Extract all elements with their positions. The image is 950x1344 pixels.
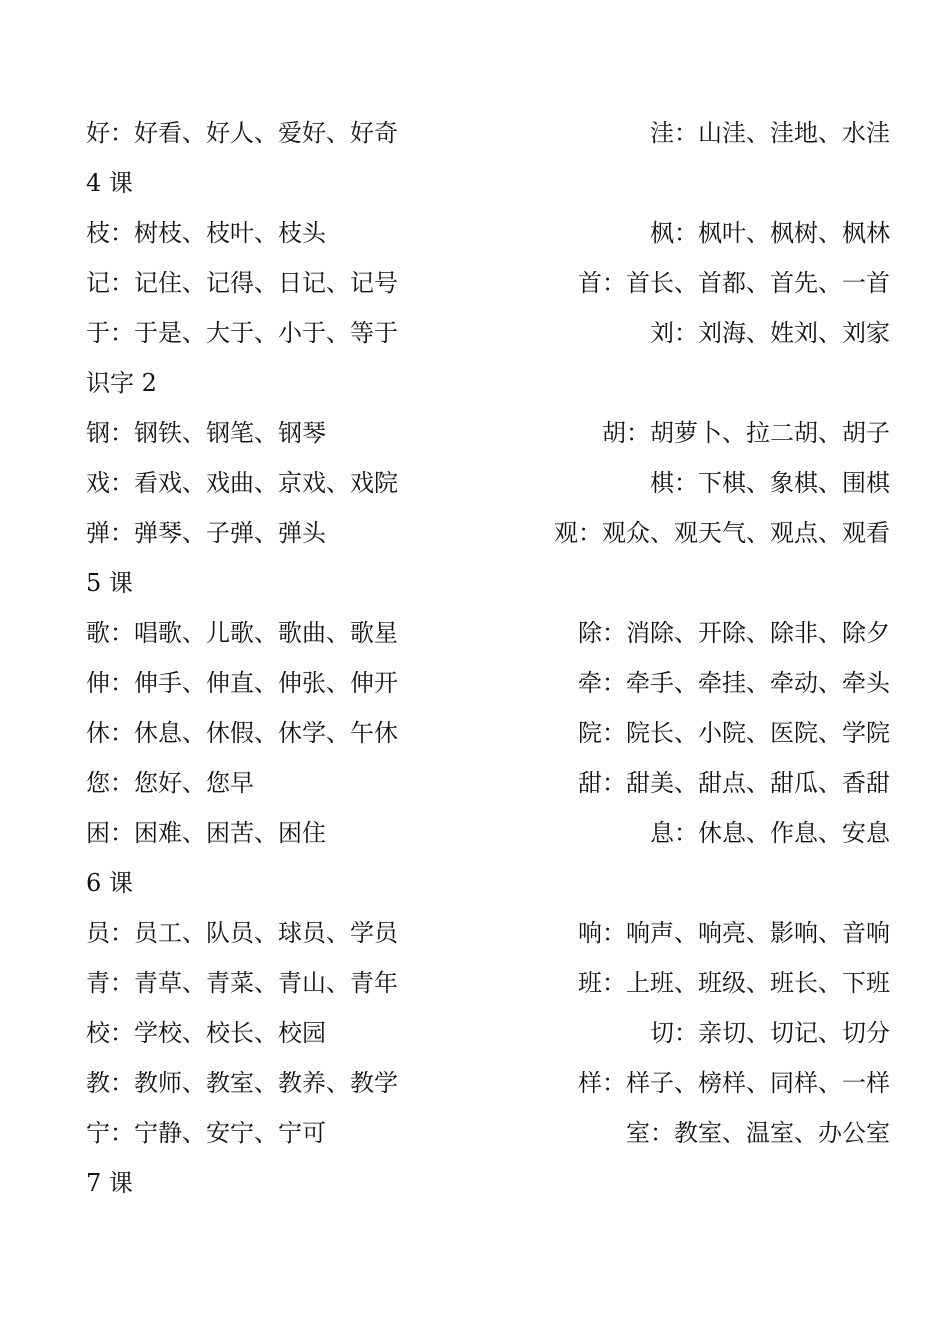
word-entry-right: 首：首长、首都、首先、一首 <box>578 269 890 297</box>
word-entry-left: 青：青草、青菜、青山、青年 <box>86 969 398 997</box>
lesson-heading: 6 课 <box>86 869 133 897</box>
word-entry-right: 甜：甜美、甜点、甜瓜、香甜 <box>578 769 890 797</box>
word-entry-left: 歌：唱歌、儿歌、歌曲、歌星 <box>86 619 398 647</box>
word-entry-right: 棋：下棋、象棋、围棋 <box>650 469 890 497</box>
word-entry-left: 校：学校、校长、校园 <box>86 1019 326 1047</box>
word-entry-left: 困：困难、困苦、困住 <box>86 819 326 847</box>
word-entry-left: 钢：钢铁、钢笔、钢琴 <box>86 419 326 447</box>
word-entry-left: 弹：弹琴、子弹、弹头 <box>86 519 326 547</box>
word-entry-right: 响：响声、响亮、影响、音响 <box>578 919 890 947</box>
word-entry-left: 宁：宁静、安宁、宁可 <box>86 1119 326 1147</box>
word-entry-left: 记：记住、记得、日记、记号 <box>86 269 398 297</box>
lesson-heading: 7 课 <box>86 1169 133 1197</box>
word-entry-right: 胡：胡萝卜、拉二胡、胡子 <box>602 419 890 447</box>
word-entry-left: 教：教师、教室、教养、教学 <box>86 1069 398 1097</box>
word-entry-right: 班：上班、班级、班长、下班 <box>578 969 890 997</box>
word-entry-right: 洼：山洼、洼地、水洼 <box>650 119 890 147</box>
word-entry-left: 员：员工、队员、球员、学员 <box>86 919 398 947</box>
word-entry-left: 您：您好、您早 <box>86 769 254 797</box>
word-entry-left: 于：于是、大于、小于、等于 <box>86 319 398 347</box>
word-entry-right: 息：休息、作息、安息 <box>650 819 890 847</box>
word-entry-left: 枝：树枝、枝叶、枝头 <box>86 219 326 247</box>
word-entry-right: 枫：枫叶、枫树、枫林 <box>650 219 890 247</box>
word-entry-right: 观：观众、观天气、观点、观看 <box>554 519 890 547</box>
word-entry-right: 除：消除、开除、除非、除夕 <box>578 619 890 647</box>
word-entry-right: 切：亲切、切记、切分 <box>650 1019 890 1047</box>
word-entry-left: 休：休息、休假、休学、午休 <box>86 719 398 747</box>
lesson-heading: 5 课 <box>86 569 133 597</box>
word-entry-left: 戏：看戏、戏曲、京戏、戏院 <box>86 469 398 497</box>
word-entry-right: 院：院长、小院、医院、学院 <box>578 719 890 747</box>
lesson-heading: 识字 2 <box>86 369 157 397</box>
word-entry-right: 室：教室、温室、办公室 <box>626 1119 890 1147</box>
word-entry-left: 好：好看、好人、爱好、好奇 <box>86 119 398 147</box>
lesson-heading: 4 课 <box>86 169 133 197</box>
word-entry-right: 样：样子、榜样、同样、一样 <box>578 1069 890 1097</box>
word-entry-left: 伸：伸手、伸直、伸张、伸开 <box>86 669 398 697</box>
word-entry-right: 牵：牵手、牵挂、牵动、牵头 <box>578 669 890 697</box>
word-entry-right: 刘：刘海、姓刘、刘家 <box>650 319 890 347</box>
